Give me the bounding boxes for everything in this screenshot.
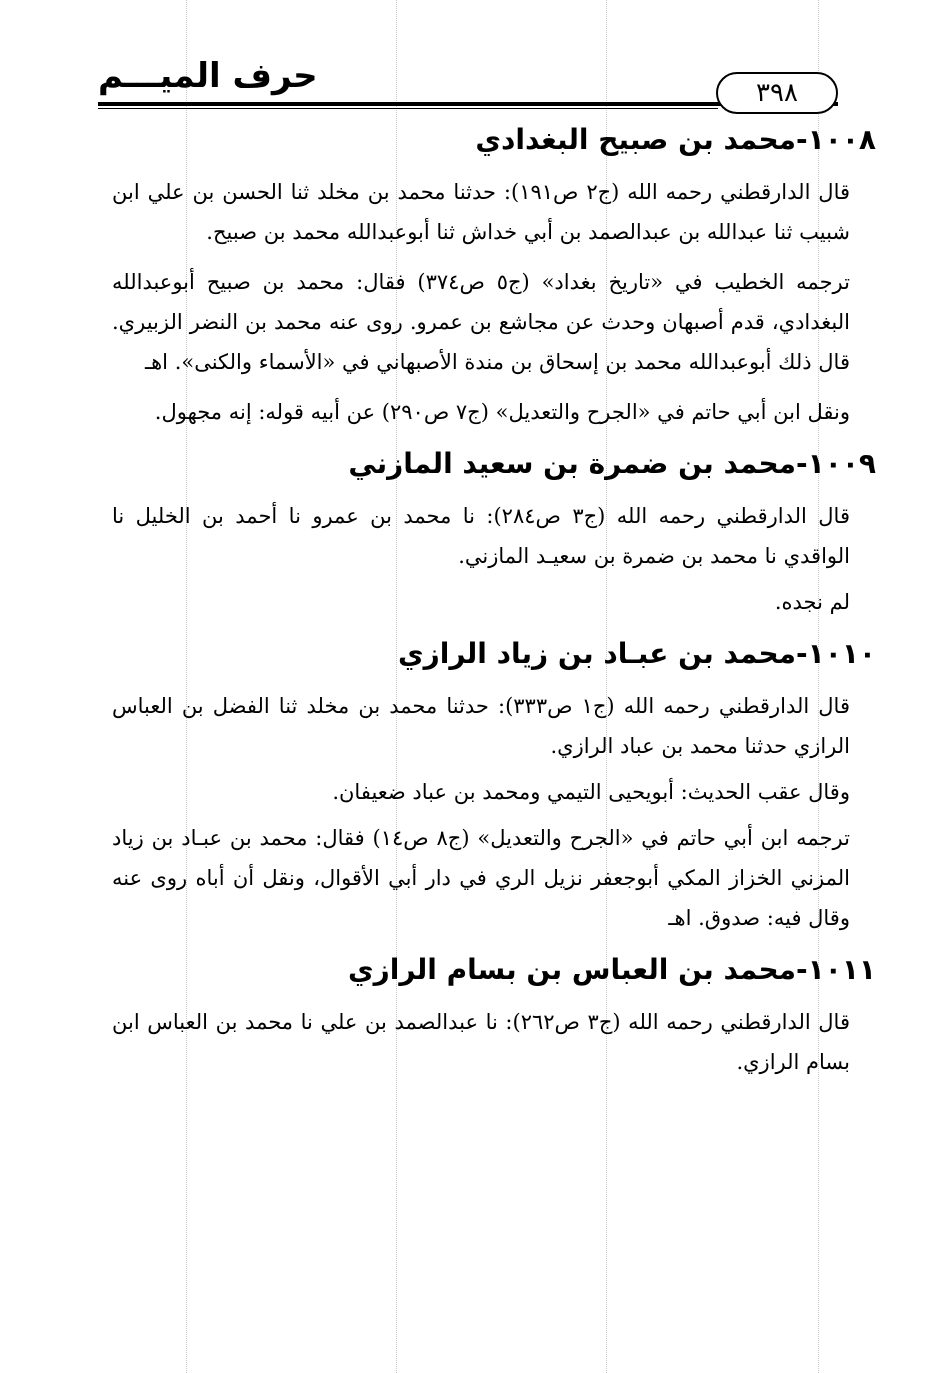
entry [112,442,876,622]
entry-heading: ١٠٠٩-محمد بن ضمرة بن سعيد المازني [348,447,876,480]
paragraph: وقال عقب الحديث: أبويحيى التيمي ومحمد بن عباد ضعيفان. [332,780,850,804]
paragraph: ترجمه الخطيب في «تاريخ بغداد» (ج٥ ص٣٧٤) فقال: محمد بن صبيح أبوعبدالله البغدادي، قدم أصبهان وحدث عن مجاشع بن عمرو. روى عنه محمد بن النضر الزبيري. قال ذلك أبوعبدالله محمد بن إسحاق بن مندة الأصبهاني في «الأسماء والكنى». اهـ [112,270,850,374]
entry-heading: ١٠٠٨-محمد بن صبيح البغدادي [475,123,876,156]
paragraph: قال الدارقطني رحمه الله (ج١ ص٣٣٣): حدثنا محمد بن مخلد ثنا الفضل بن العباس الرازي حدثنا محمد بن عباد الرازي. [112,694,850,758]
paragraph: قال الدارقطني رحمه الله (ج٣ ص٢٨٤): نا محمد بن عمرو نا أحمد بن الخليل نا الواقدي نا محمد بن ضمرة بن سعيـد المازني. [112,504,850,568]
entry [112,632,876,938]
paragraph: قال الدارقطني رحمه الله (ج٣ ص٢٦٢): نا عبدالصمد بن علي نا محمد بن العباس ابن بسام الرازي. [112,1010,850,1074]
header-rule-thin [98,108,718,109]
entry-heading: ١٠١١-محمد بن العباس بن بسام الرازي [347,953,876,986]
page-header [98,56,838,108]
page-number: ٣٩٨ [716,72,838,114]
chapter-title: حرف الميـــم [98,56,318,96]
entry-heading: ١٠١٠-محمد بن عبـاد بن زياد الرازي [397,637,876,670]
paragraph: لم نجده. [774,590,850,614]
entry [112,948,876,1082]
page-body [112,118,876,1092]
paragraph: ترجمه ابن أبي حاتم في «الجرح والتعديل» (ج٨ ص١٤) فقال: محمد بن عبـاد بن زياد المزني الخزاز المكي أبوجعفر نزيل الري في دار أبي الأقوال، ونقل أن أباه روى عنه وقال فيه: صدوق. اهـ [112,826,850,930]
paragraph: ونقل ابن أبي حاتم في «الجرح والتعديل» (ج٧ ص٢٩٠) عن أبيه قوله: إنه مجهول. [154,400,850,424]
entry [112,118,876,432]
paragraph: قال الدارقطني رحمه الله (ج٢ ص١٩١): حدثنا محمد بن مخلد ثنا الحسن بن علي ابن شبيب ثنا عبدالله بن عبدالصمد بن أبي خداش ثنا أبوعبدالله محمد بن صبيح. [112,180,851,244]
